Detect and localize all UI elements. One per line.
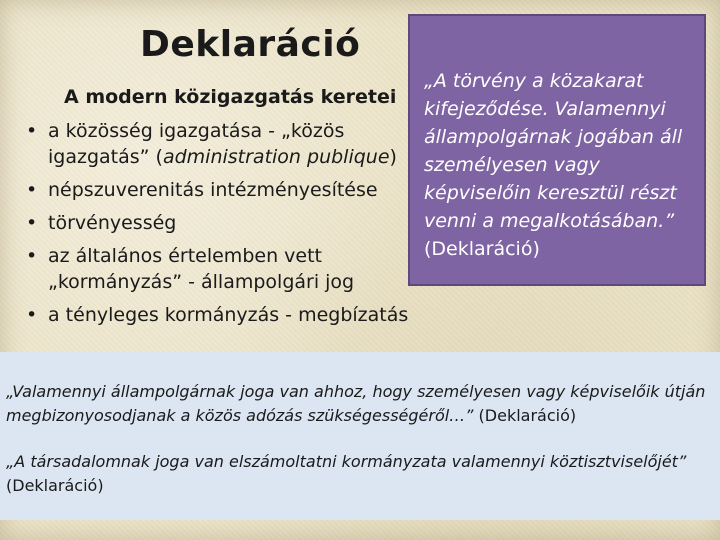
quote-box-quote: „A törvény a közakarat kifejeződése. Valamennyi állampolgárnak jogában áll személyesen vagy képviselőin keresztül részt venni a megalkotásában.” xyxy=(424,70,683,232)
bullet-text: népszuverenitás intézményesítése xyxy=(48,179,378,201)
bullet-item xyxy=(20,177,415,203)
quote-box-text xyxy=(424,67,706,263)
quote-box-source: (Deklaráció) xyxy=(424,238,540,260)
quote-panel xyxy=(0,352,720,520)
bullet-text-end: ) xyxy=(389,146,397,168)
bullet-list xyxy=(20,118,415,335)
bullet-text-italic: administration publique xyxy=(162,146,390,168)
bullet-text: az általános értelemben vett „kormányzás” - állampolgári jog xyxy=(48,245,355,293)
bullet-item xyxy=(20,210,415,236)
bullet-text: a közösség igazgatása - „közös igazgatás” ( xyxy=(48,120,345,168)
bullet-text: a tényleges kormányzás - megbízatás xyxy=(48,304,409,326)
slide-subtitle: A modern közigazgatás keretei xyxy=(64,86,397,108)
bullet-text: törvényesség xyxy=(48,212,177,234)
slide-title: Deklaráció xyxy=(140,24,361,65)
quote-text: „Valamennyi állampolgárnak joga van ahhoz, hogy személyesen vagy képviselőik útján megbizonyosodjanak a közös adózás szükségességéről…” xyxy=(6,382,706,425)
bullet-item xyxy=(20,243,415,295)
bullet-item xyxy=(20,302,415,328)
quote-box xyxy=(408,14,706,286)
quote-paragraph xyxy=(6,450,718,498)
quote-source: (Deklaráció) xyxy=(6,476,104,495)
quote-source: (Deklaráció) xyxy=(473,406,577,425)
quote-paragraph xyxy=(6,380,718,428)
bullet-item xyxy=(20,118,415,170)
quote-text: „A társadalomnak joga van elszámoltatni kormányzata valamennyi köztisztviselőjét” xyxy=(6,452,687,471)
